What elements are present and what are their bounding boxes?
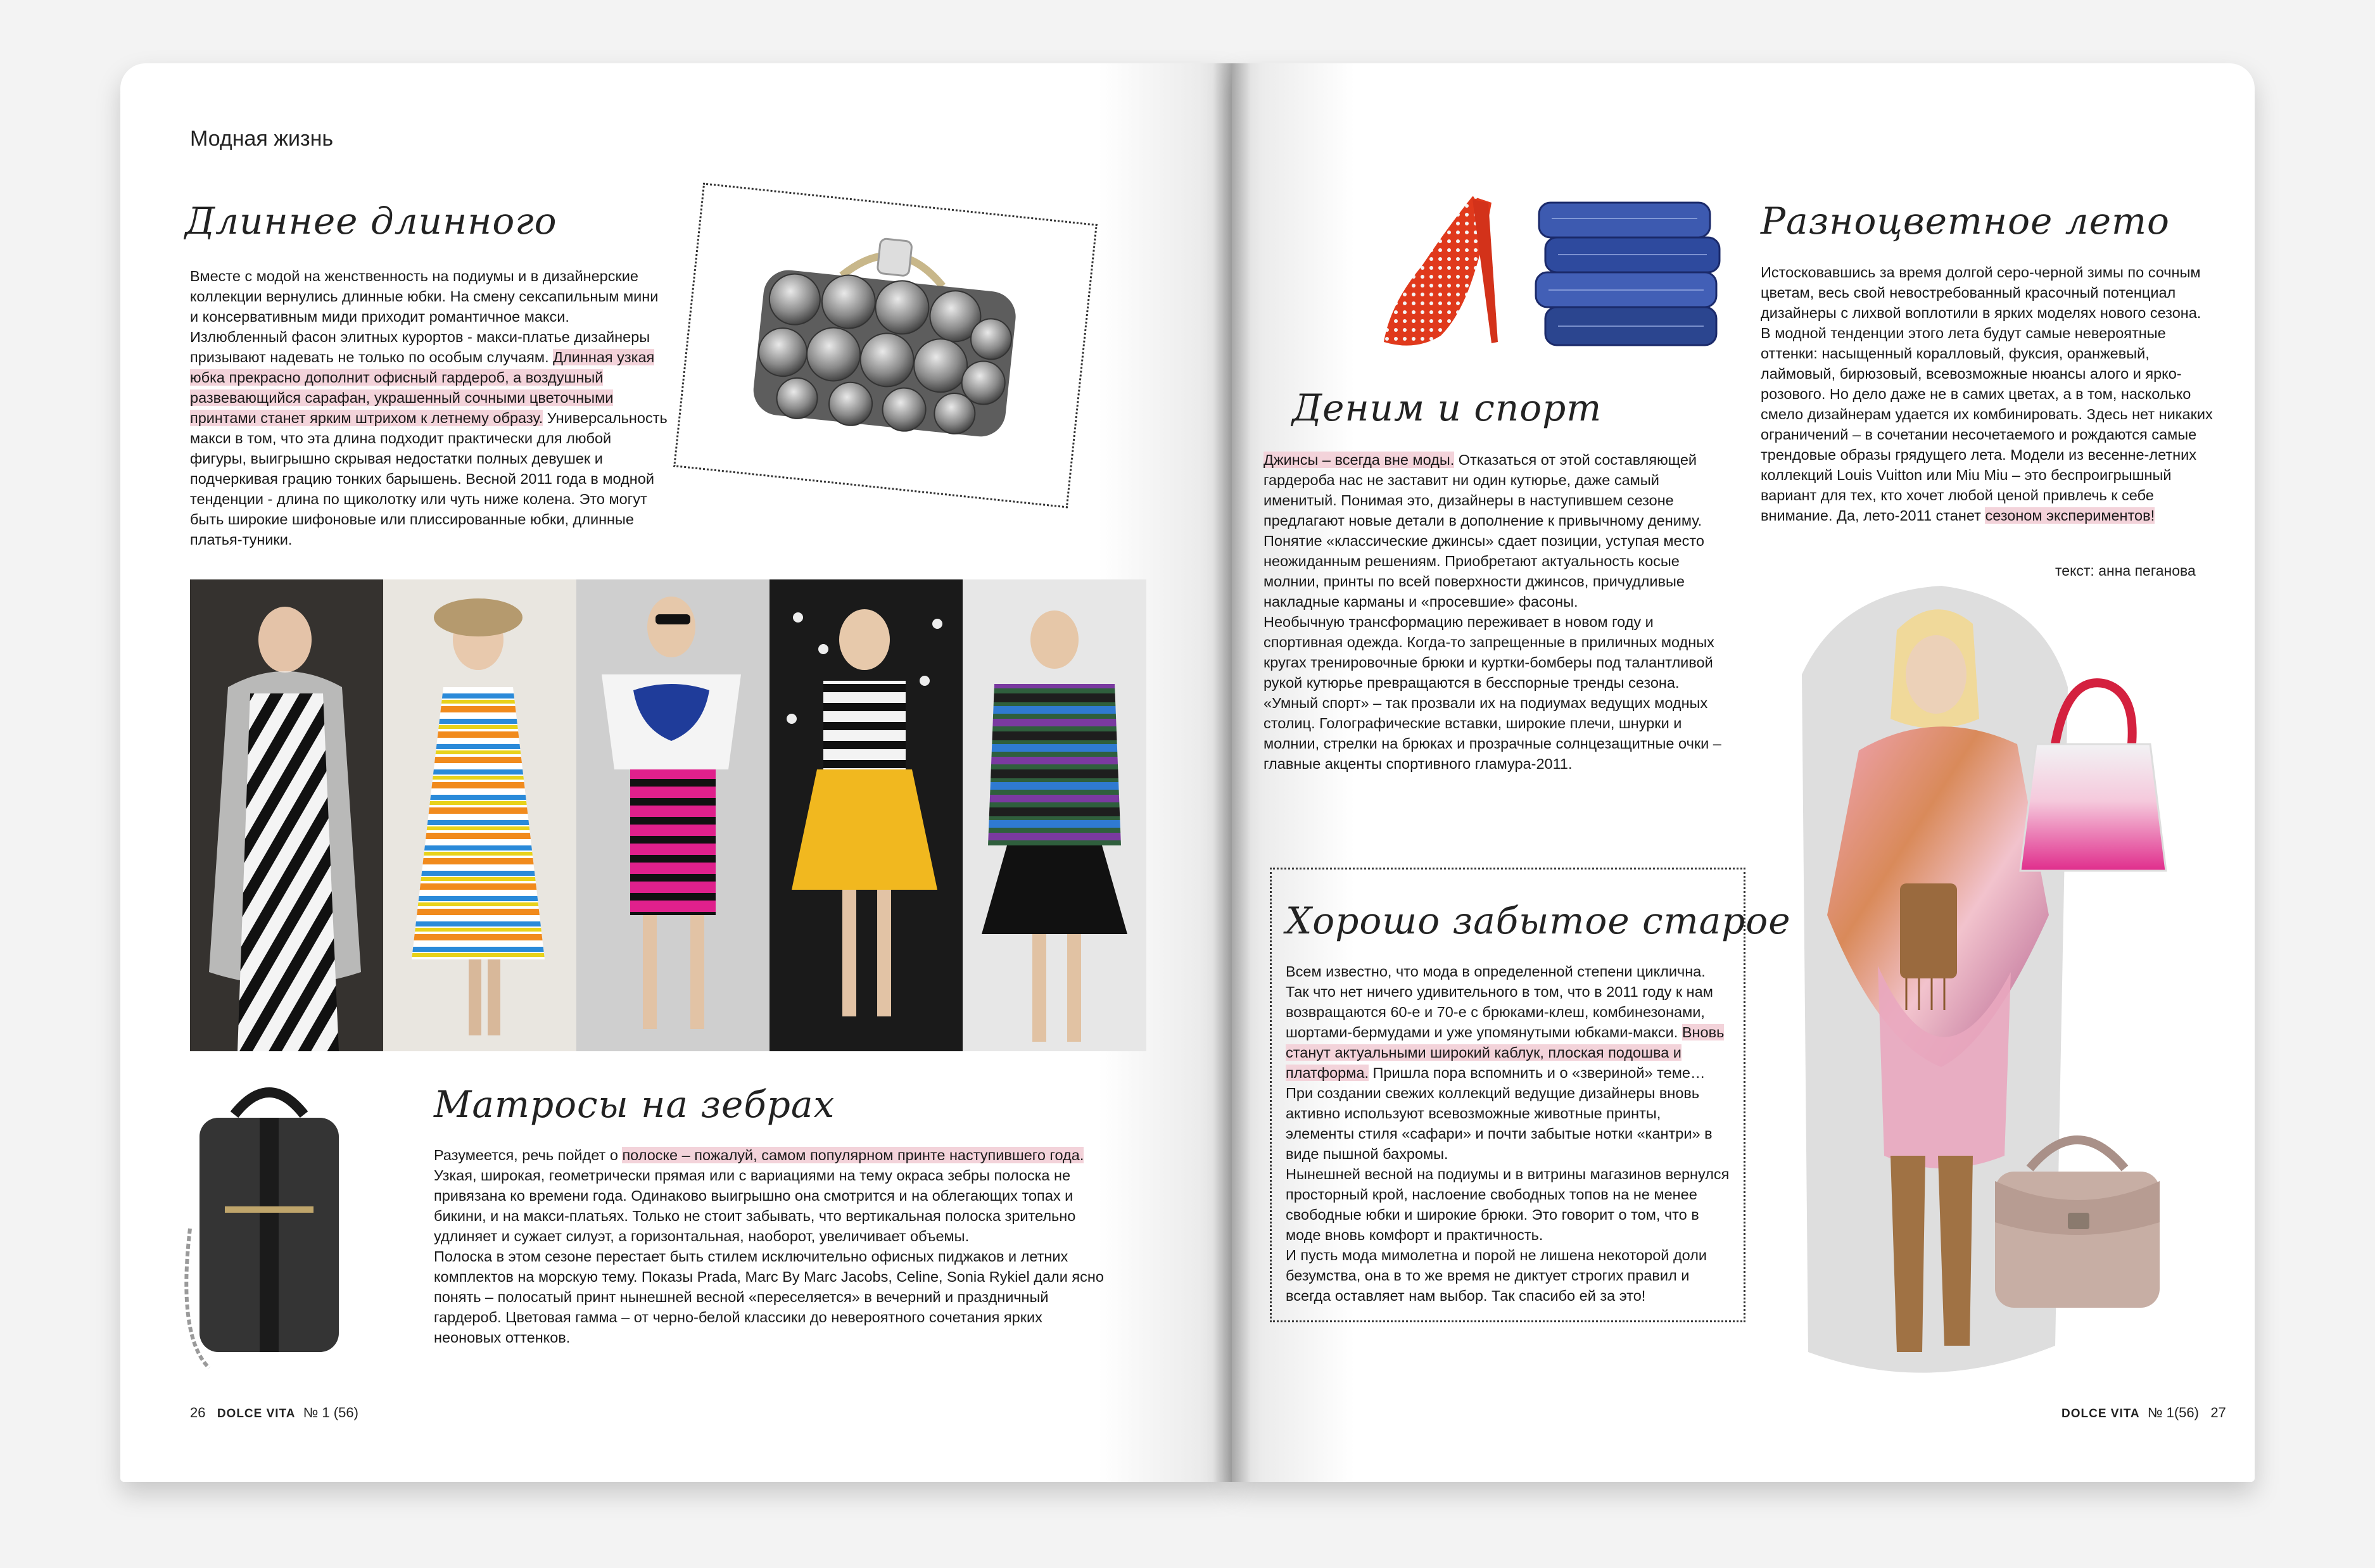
left-page-footer [190, 1405, 358, 1421]
issue-number: № 1 (56) [303, 1405, 358, 1420]
right-page-footer [2062, 1405, 2226, 1421]
highlighted-text: Длинная узкая юбка прекрасно дополнит офисный гардероб, а воздушный развевающийся сарафан, украшенный сочными цветочными принтами станет ярким штрихом к летнему образу. [190, 349, 655, 426]
article-title-well-forgotten-old: Хорошо забытое старое [1286, 899, 1791, 942]
text: Разумеется, речь пойдет о [434, 1147, 623, 1163]
article-body-stripes [434, 1145, 1105, 1348]
text: Универсальность макси в том, что эта длина подходит практически для любой фигуры, выигрышно скрывая недостатки полных девушек и подчеркивая грацию тонких барышень. Весной 2011 года в модной тенденции - длина по щиколотку или чуть ниже колена. Это могут быть широкие шифоновые или плиссированные юбки, длинные платья-туники. [190, 410, 668, 548]
issue-number: № 1(56) [2147, 1405, 2199, 1420]
text: Вместе с модой на женственность на подиумы и в дизайнерские коллекции вернулись длинные юбки. На смену сексапильным мини и консервативным миди приходит романтичное макси. Излюбленный фасон элитных курортов - макси-платье дизайнеры призывают надевать не только по особым случаям. [190, 268, 659, 365]
jeans-stack-image [1526, 184, 1735, 374]
page-number: 27 [2210, 1405, 2226, 1420]
highlighted-text: сезоном экспериментов! [1985, 507, 2155, 524]
black-bag-image [165, 1070, 374, 1400]
highlighted-text: Вновь станут актуальными широкий каблук, плоская подошва и платформа. [1286, 1024, 1725, 1081]
article-body-denim [1264, 450, 1735, 774]
page-gutter [1213, 63, 1251, 1482]
text: В модной тенденции этого лета будут самые невероятные оттенки: насыщенный коралловый, фуксия, оранжевый, лаймовый, бирюзовый, всевозможные нюансы алого и ярко-розового. Но дело даже не в самих цветах, а в том, насколько смело дизайнерам удается их комбинировать. Здесь нет никаких ограничений – в сочетании несочетаемого и рождаются самые трендовые образы грядущего лета. Модели из весенне-летних коллекций Louis Vuitton или Miu Miu – это беспроигрышный вариант для тех, кто хочет любой ценой привлечь к себе внимание. Да, лето-2011 станет [1761, 325, 2213, 524]
text: Отказаться от этой составляющей гардероба нас не заставит ни один кутюрье, даже самый именитый. Понимая это, дизайнеры в наступившем сезоне предлагают новые детали в дополнение к привычному дениму. Понятие «классические джинсы» сдает позиции, уступая место неожиданным решениям. Приобретают актуальность косые молнии, принты по всей поверхности джинсов, причудливые накладные карманы и «просевшие» фасоны. [1264, 452, 1704, 610]
magazine-name: DOLCE VITA [2062, 1407, 2140, 1420]
red-shoe-image [1365, 184, 1510, 355]
runway-photo-strip [190, 579, 1146, 1051]
text: Всем известно, что мода в определенной степени циклична. Так что нет ничего удивительного в том, что в 2011 году к нам возвращаются 60-е и 70-е с брюками-клеш, комбинезонами, шортами-бермудами и уже упомянутыми юбками-макси. [1286, 963, 1713, 1040]
pink-jelly-bag-image [2011, 668, 2176, 883]
article-title-denim: Деним и спорт [1292, 386, 1602, 429]
paragraph: И пусть мода мимолетна и порой не лишена некоторой доли безумства, она в то же время не диктует строгих правил и всегда оставляет нам выбор. Так спасибо ей за это! [1286, 1247, 1707, 1304]
page-number: 26 [190, 1405, 206, 1420]
article-body-colorful-summer [1761, 262, 2217, 526]
paragraph: Необычную трансформацию переживает в новом году и спортивная одежда. Когда-то запрещенные в приличных модных кругах тренировочные брюки и куртки-бомберы под талантливой рукой кутюрье превращаются в бесспорные тренды сезона. «Умный спорт» – так прозвали их на подиумах ведущих модных столиц. Голографические вставки, широкие плечи, шнурки и молнии, стрелки на брюках и прозрачные солнцезащитные очки – главные акценты спортивного гламура-2011. [1264, 614, 1721, 772]
article-title-colorful-summer: Разноцветное лето [1761, 199, 2170, 243]
paragraph: Нынешней весной на подиумы и в витрины магазинов вернулся просторный крой, наслоение свободных топов на не менее свободные юбки и широкие брюки. Это говорит о том, что в моде вновь комфорт и практичность. [1286, 1166, 1730, 1243]
section-label: Модная жизнь [190, 127, 334, 151]
article-body-well-forgotten-old [1286, 961, 1732, 1306]
author-credit: текст: анна пеганова [2055, 562, 2196, 579]
clutch-photo-frame [673, 183, 1098, 509]
clutch-bag-image [675, 185, 1095, 506]
text: Узкая, широкая, геометрически прямая или с вариациями на тему окраса зебры полоска не привязана ко времени года. Одинаково выигрышно она смотрится и на облегающих топах и бикини, и на макси-платьях. Только не стоит забывать, что вертикальная полоска зрительно удлиняет и сужает силуэт, а горизонтальная, наоборот, увеличивает объемы. [434, 1167, 1076, 1244]
highlighted-text: Джинсы – всегда вне моды. [1264, 452, 1455, 468]
paragraph: Полоска в этом сезоне перестает быть стилем исключительно офисных пиджаков и летних комплектов на морскую тему. Показы Prada, Marc By Marc Jacobs, Celine, Sonia Rykiel дали ясно понять – полосатый принт нынешней весной «переселяется» в вечерний и праздничный гардероб. Цветовая гамма – от черно-белой классики до невероятного сочетания ярких неоновых оттенков. [434, 1248, 1104, 1346]
text: Пришла пора вспомнить и о «звериной» теме… При создании свежих коллекций ведущие дизайнеры вновь активно используют всевозможные животные принты, элементы стиля «сафари» и почти забытые нотки «кантри» в виде пышной бахромы. [1286, 1065, 1713, 1162]
article-title-long-skirts: Длиннее длинного [185, 199, 557, 243]
article-body-long-skirts [190, 266, 668, 550]
article-title-stripes: Матросы на зебрах [434, 1083, 835, 1126]
taupe-satchel-image [1982, 1111, 2172, 1320]
highlighted-text: полоске – пожалуй, самом популярном принте наступившего года. [622, 1147, 1084, 1163]
magazine-name: DOLCE VITA [217, 1407, 296, 1420]
paragraph: Истосковавшись за время долгой серо-черной зимы по сочным цветам, весь свой невостребованный красочный потенциал дизайнеры с лихвой воплотили в ярких моделях нового сезона. [1761, 264, 2201, 321]
